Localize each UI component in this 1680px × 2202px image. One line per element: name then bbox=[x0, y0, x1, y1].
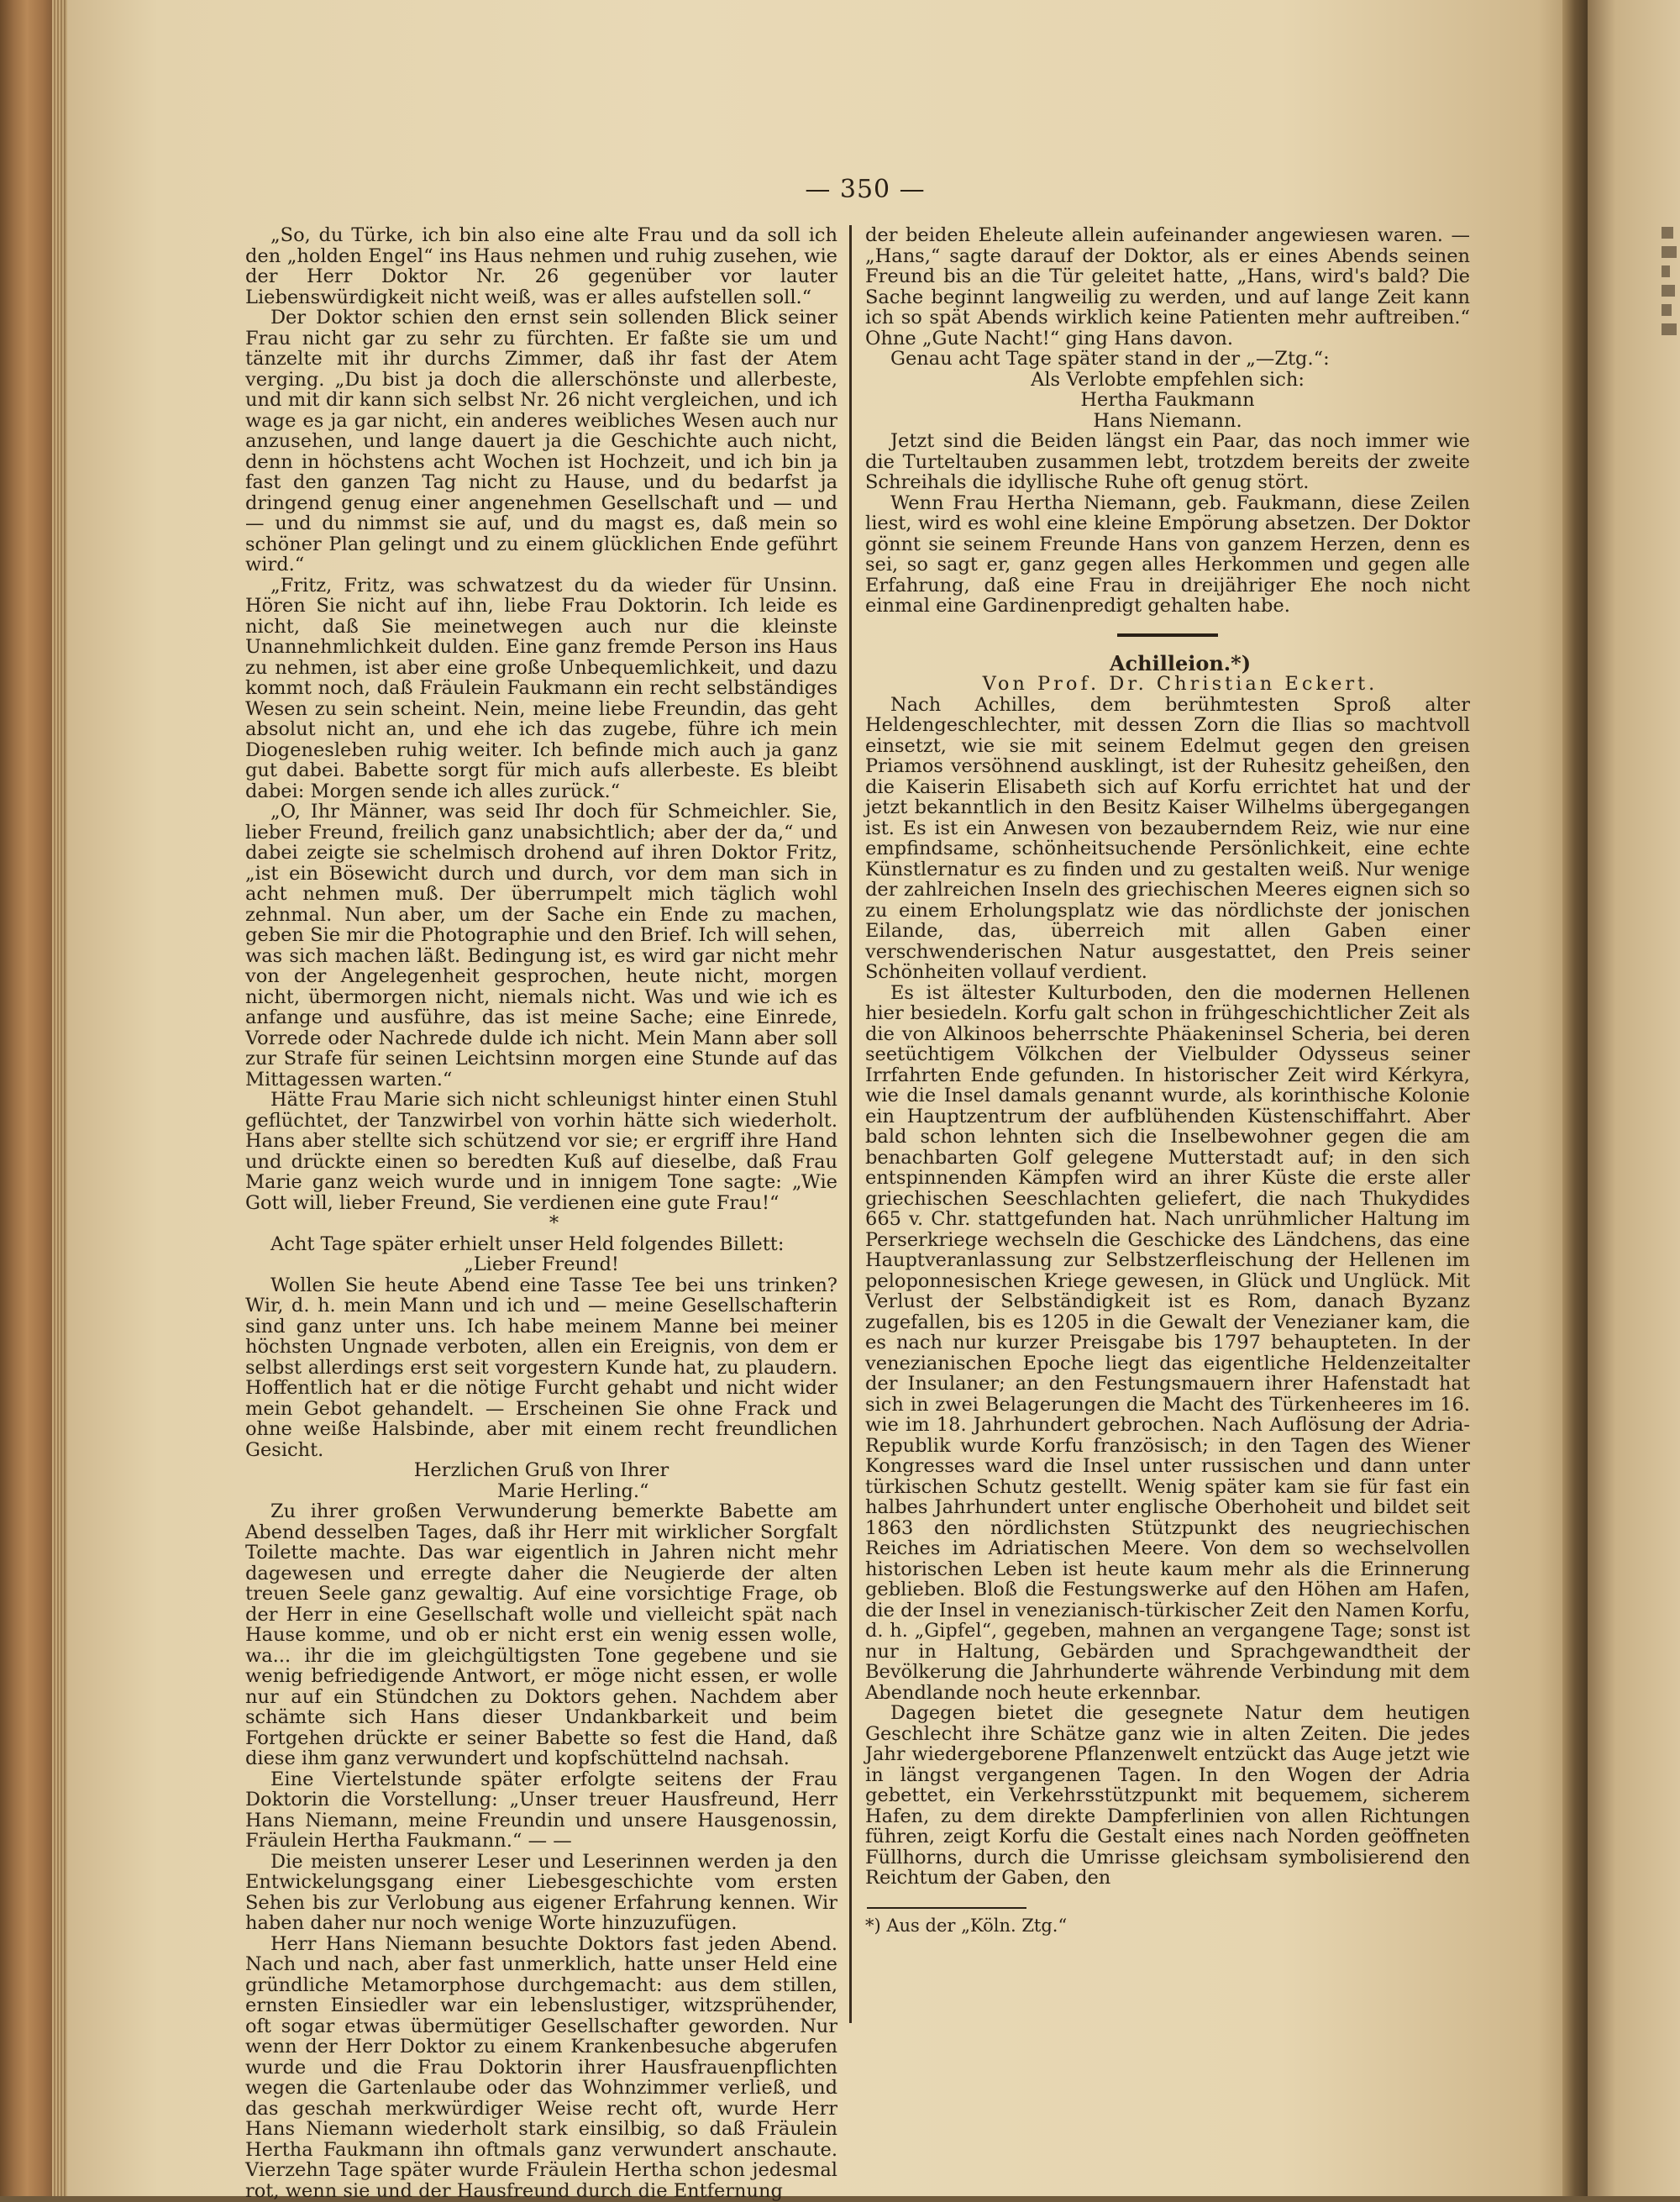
column-divider bbox=[849, 225, 852, 2023]
book-gutter bbox=[1562, 0, 1588, 2196]
section-break-star: * bbox=[549, 1212, 559, 1234]
paragraph: „So, du Türke, ich bin also eine alte Frau und da soll ich den „holden Engel“ ins Haus nehmen und ruhig zusehen, wie der Herr Doktor Nr. 26 gegenüber vor lauter Liebenswürdigkeit nicht weiß, was er alles aufstellen soll.“ bbox=[245, 224, 837, 308]
right-column bbox=[865, 225, 1470, 1989]
letter-closing: Herzlichen Gruß von Ihrer bbox=[413, 1459, 669, 1481]
letter-salutation: „Lieber Freund! bbox=[464, 1253, 619, 1275]
footnote-rule bbox=[867, 1907, 1026, 1909]
paragraph: Die meisten unserer Leser und Leserinnen werden ja den Entwickelungsgang einer Liebesgeschichte vom ersten Sehen bis zur Verlobung aus eigener Erfahrung kennen. Wir haben daher nur noch wenige Worte hinzuzufügen. bbox=[245, 1850, 837, 1934]
paragraph: der beiden Eheleute allein aufeinander angewiesen waren. — „Hans,“ sagte darauf der Doktor, als er eines Abends seinen Freund bis an die Tür geleitet hatte, „Hans, wird's bald? Die Sache beginnt langweilig zu werden, und auf lange Zeit kann ich so spät Abends wirklich keine Patienten mehr auftreiben.“ Ohne „Gute Nacht!“ ging Hans davon. bbox=[865, 224, 1470, 349]
paragraph: Wollen Sie heute Abend eine Tasse Tee bei uns trinken? Wir, d. h. mein Mann und ich und — meine Gesellschafterin sind ganz unter uns. Ich habe meinem Manne bei meiner höchsten Ungnade verboten, allen ein Ereignis, von dem er selbst allerdings erst seit vorgestern Kunde hat, zu plaudern. Hoffentlich hat er die nötige Furcht gehabt und nicht wider mein Gebot gehandelt. — Erscheinen Sie ohne Frack und ohne weiße Halsbinde, aber mit einem recht freundlichen Gesicht. bbox=[245, 1274, 837, 1461]
paragraph: Eine Viertelstunde später erfolgte seitens der Frau Doktorin die Vorstellung: „Unser treuer Hausfreund, Herr Hans Niemann, meine Freundin und unsere Hausgenossin, Fräulein Hertha Faukmann.“ — — bbox=[245, 1768, 837, 1852]
page-number: — 350 — bbox=[805, 175, 926, 204]
paragraph: Der Doktor schien den ernst sein sollenden Blick seiner Frau nicht gar zu sehr zu fürchten. Er faßte sie um und tänzelte mit ihr durchs Zimmer, daß ihr fast der Atem verging. „Du bist ja doch die allerschönste und allerbeste, und mit dir kann sich selbst Nr. 26 nicht vergleichen, und ich wage es ja gar nicht, ein anderes weibliches Wesen auch nur anzusehen, und lange dauert ja die Geschichte auch nicht, denn in höchstens acht Wochen ist Hochzeit, und ich bin ja fast den ganzen Tag nicht zu Hause, und du bedarfst ja dringend genug einer angenehmen Gesellschaft und — und — und du nimmst sie auf, und du magst es, daß mein so schöner Plan gelingt und zu einem glücklichen Ende geführt wird.“ bbox=[245, 307, 837, 575]
article-title: Achilleion.*) bbox=[1109, 650, 1252, 675]
paragraph: Acht Tage später erhielt unser Held folgendes Billett: bbox=[270, 1232, 785, 1255]
paragraph: „Fritz, Fritz, was schwatzest du da wieder für Unsinn. Hören Sie nicht auf ihn, liebe Frau Doktorin. Ich leide es nicht, daß Sie meinetwegen auch nur die kleinste Unannehmlichkeit dulden. Eine ganz fremde Person ins Haus zu nehmen, ist aber eine große Unbequemlichkeit, und dazu kommt noch, daß Fräulein Faukmann ein recht selbständiges Wesen zu sein scheint. Nein, meine liebe Freundin, das geht absolut nicht an, und ehe ich das zugebe, führe ich mein Diogenesleben ruhig weiter. Ich befinde mich auch ja ganz gut dabei. Babette sorgt für mich aufs allerbeste. Es bleibt dabei: Morgen sende ich alles zurück.“ bbox=[245, 574, 837, 802]
paragraph: Jetzt sind die Beiden längst ein Paar, das noch immer wie die Turteltauben zusammen lebt, trotzdem bereits der zweite Schreihals die idyllische Ruhe oft genug stört. bbox=[865, 430, 1470, 493]
paragraph: Herr Hans Niemann besuchte Doktors fast jeden Abend. Nach und nach, aber fast unmerklich, hatte unser Held eine gründliche Metamorphose durchgemacht: aus dem stillen, ernsten Einsiedler war ein lebenslustiger, witzsprühender, oft sogar etwas übermütiger Gesellschafter geworden. Nur wenn der Herr Doktor zu einem Krankenbesuche abgerufen wurde und die Frau Doktorin ihrer Hausfrauenpflichten wegen die Gartenlaube oder das Wohnzimmer verließ, und das geschah merkwürdiger Weise recht oft, wurde Herr Hans Niemann wiederholt stark einsilbig, so daß Fräulein Hertha Faukmann ihn oftmals ganz verwundert anschaute. Vierzehn Tage später wurde Fräulein Hertha schon jedesmal rot, wenn sie und der Hausfreund durch die Entfernung bbox=[245, 1932, 837, 2202]
article-byline: Von Prof. Dr. Christian Eckert. bbox=[982, 673, 1378, 695]
paragraph: Es ist ältester Kulturboden, den die modernen Hellenen hier besiedeln. Korfu galt schon in frühgeschichtlicher Zeit als die von Alkinoos beherrschte Phäakeninsel Scheria, bei deren seetüchtigem Völkchen der Vielbulder Odysseus seiner Irrfahrten Ende gefunden. In historischer Zeit wird Kérkyra, wie die Insel damals genannt wurde, als korinthische Kolonie ein Hauptzentrum der aufblühenden Küstenschiffahrt. Aber bald schon lehnten sich die Inselbewohner gegen die am benachbarten Golf gelegene Mutterstadt auf; in den sich entspinnenden Kämpfen wird an ihrer Küste die erste aller griechischen Seeschlachten geliefert, die nach Thukydides 665 v. Chr. stattgefunden hat. Nach unrühmlicher Haltung im Perserkriege wechseln die Geschicke des Ländchens, das eine Hauptveranlassung zur Selbstzerfleischung der Hellenen im peloponnesischen Kriege gewesen, in Glück und Unglück. Mit Verlust der Selbständigkeit ist es Rom, danach Byzanz zugefallen, bis es 1205 in die Gewalt der Venezianer kam, die es nach nur kurzer Preisgabe bis 1797 behaupteten. In der venezianischen Epoche liegt das eigentliche Heldenzeitalter der Insulaner; an den Festungsmauern ihrer Hafenstadt hat sich in zwei Belagerungen die Macht des Türkenheeres im 16. wie im 18. Jahrhundert gebrochen. Nach Auflösung der Adria-Republik wurde Korfu französisch; in den Tagen des Wiener Kongresses ward die Insel unter russischen und dann unter türkischen Schutz gestellt. Wenig später kam sie für fast ein halbes Jahrhundert unter englische Oberhoheit und bildet seit 1863 den nördlichsten Stützpunkt des neugriechischen Reiches im Adriatischen Meere. Von dem so wechselvollen historischen Leben ist heute kaum mehr als die Erinnerung geblieben. Bloß die Festungswerke auf den Höhen am Hafen, die der Insel in venezianisch-türkischer Zeit den Namen Korfu, d. h. „Gipfel“, gegeben, mahnen an vergangene Tage; sonst ist nur in Haltung, Gebärden und Sprachgewandtheit der Bevölkerung die Jahrhunderte währende Verbindung mit dem Abendlande noch heute erkennbar. bbox=[865, 981, 1470, 1704]
paragraph: Dagegen bietet die gesegnete Natur dem heutigen Geschlecht ihre Schätze ganz wie in alten Zeiten. Die jedes Jahr wiedergeborene Pflanzenwelt entzückt das Auge jetzt wie in längst vergangenen Tagen. In den Wogen der Adria gebettet, ein Verkehrsstützpunkt mit bequemem, sicherem Hafen, zu dem direkte Dampferlinien von allen Richtungen führen, zeigt Korfu die Gestalt eines nach Norden geöffneten Füllhorns, durch die Umrisse gleichsam symbolisierend den Reichtum der Gaben, den bbox=[865, 1702, 1470, 1889]
announcement-name: Hertha Faukmann bbox=[1080, 389, 1255, 411]
letter-signature: Marie Herling.“ bbox=[497, 1479, 649, 1502]
left-column bbox=[245, 224, 837, 2202]
announcement-line: Als Verlobte empfehlen sich: bbox=[1031, 368, 1305, 391]
footnote: *) Aus der „Köln. Ztg.“ bbox=[865, 1915, 1068, 1936]
paragraph: Hätte Frau Marie sich nicht schleunigst hinter einen Stuhl geflüchtet, der Tanzwirbel von vorhin hätte sich wiederholt. Hans aber stellte sich schützend vor sie; er ergriff ihre Hand und drückte einen so beredten Kuß auf dieselbe, daß Frau Marie ganz weich wurde und in innigem Tone sagte: „Wie Gott will, lieber Freund, Sie verdienen eine gute Frau!“ bbox=[245, 1089, 837, 1214]
paragraph: „O, Ihr Männer, was seid Ihr doch für Schmeichler. Sie, lieber Freund, freilich ganz unabsichtlich; aber der da,“ und dabei zeigte sie schelmisch drohend auf ihren Doktor Fritz, „ist ein Bösewicht durch und durch, vor dem man sich in acht nehmen muß. Der überrumpelt mich täglich wohl zehnmal. Nun aber, um der Sache ein Ende zu machen, geben Sie mir die Photographie und den Brief. Ich will sehen, was sich machen läßt. Bedingung ist, es wird gar nicht mehr von der Angelegenheit gesprochen, heute nicht, morgen nicht, übermorgen nicht, niemals nicht. Was und wie ich es anfange und ausführe, das ist meine Sache; eine Einrede, Vorrede oder Nachrede dulde ich nicht. Mein Mann aber soll zur Strafe für seinen Leichtsinn morgen eine Stunde auf das Mittagessen warten.“ bbox=[245, 801, 837, 1090]
paragraph: Nach Achilles, dem berühmtesten Sproß alter Heldengeschlechter, mit dessen Zorn die Ilias so machtvoll einsetzt, wie sie mit seinem Edelmut gegen den greisen Priamos versöhnend ausklingt, ist der Ruhesitz geheißen, den die Kaiserin Elisabeth sich auf Korfu errichtet hat und der jetzt bekanntlich in den Besitz Kaiser Wilhelms übergegangen ist. Es ist ein Anwesen von bezauberndem Reiz, wie nur eine empfindsame, schönheitsuchende Persönlichkeit, eine echte Künstlernatur es zu finden und zu gestalten weiß. Nur wenige der zahlreichen Inseln des griechischen Meeres eignen sich so zu einem Erholungsplatz wie das nördlichste der jonischen Eilande, das, überreich mit allen Gaben einer verschwenderischen Natur ausgestattet, den Preis seiner Schönheiten vollauf verdient. bbox=[865, 693, 1470, 983]
paragraph: Zu ihrer großen Verwunderung bemerkte Babette am Abend desselben Tages, daß ihr Herr mit wirklicher Sorgfalt Toilette machte. Das war eigentlich in Jahren nicht mehr dagewesen und erregte daher die Neugierde der alten treuen Seele ganz gewaltig. Auf eine vorsichtige Frage, ob der Herr in eine Gesellschaft wolle und vielleicht spät nach Hause komme, und ob er nicht erst ein wenig essen wolle, wa... ihr die im gleichgültigsten Tone gegebene und sie wenig befriedigende Antwort, er möge nicht essen, er wolle nur auf ein Stündchen zu Doktors gehen. Nachdem aber schämte sich Hans dieser Undankbarkeit und beim Fortgehen drückte er seiner Babette so fest die Hand, daß diese ihm ganz verwundert und kopfschüttelnd nachsah. bbox=[245, 1500, 837, 1769]
next-page-text-fragments bbox=[1662, 227, 1680, 343]
announcement-name: Hans Niemann. bbox=[1093, 409, 1242, 432]
paragraph: Genau acht Tage später stand in der „—Ztg.“: bbox=[890, 348, 1330, 370]
article-separator bbox=[1117, 633, 1218, 637]
paragraph: Wenn Frau Hertha Niemann, geb. Faukmann, diese Zeilen liest, wird es wohl eine kleine Empörung absetzen. Der Doktor gönnt sie seinem Freunde Hans von ganzem Herzen, denn es sei, so sagt er, ganz gegen alles Herkommen und gegen alle Erfahrung, daß eine Frau in dreijähriger Ehe noch nicht einmal eine Gardinenpredigt gehalten habe. bbox=[865, 491, 1470, 617]
